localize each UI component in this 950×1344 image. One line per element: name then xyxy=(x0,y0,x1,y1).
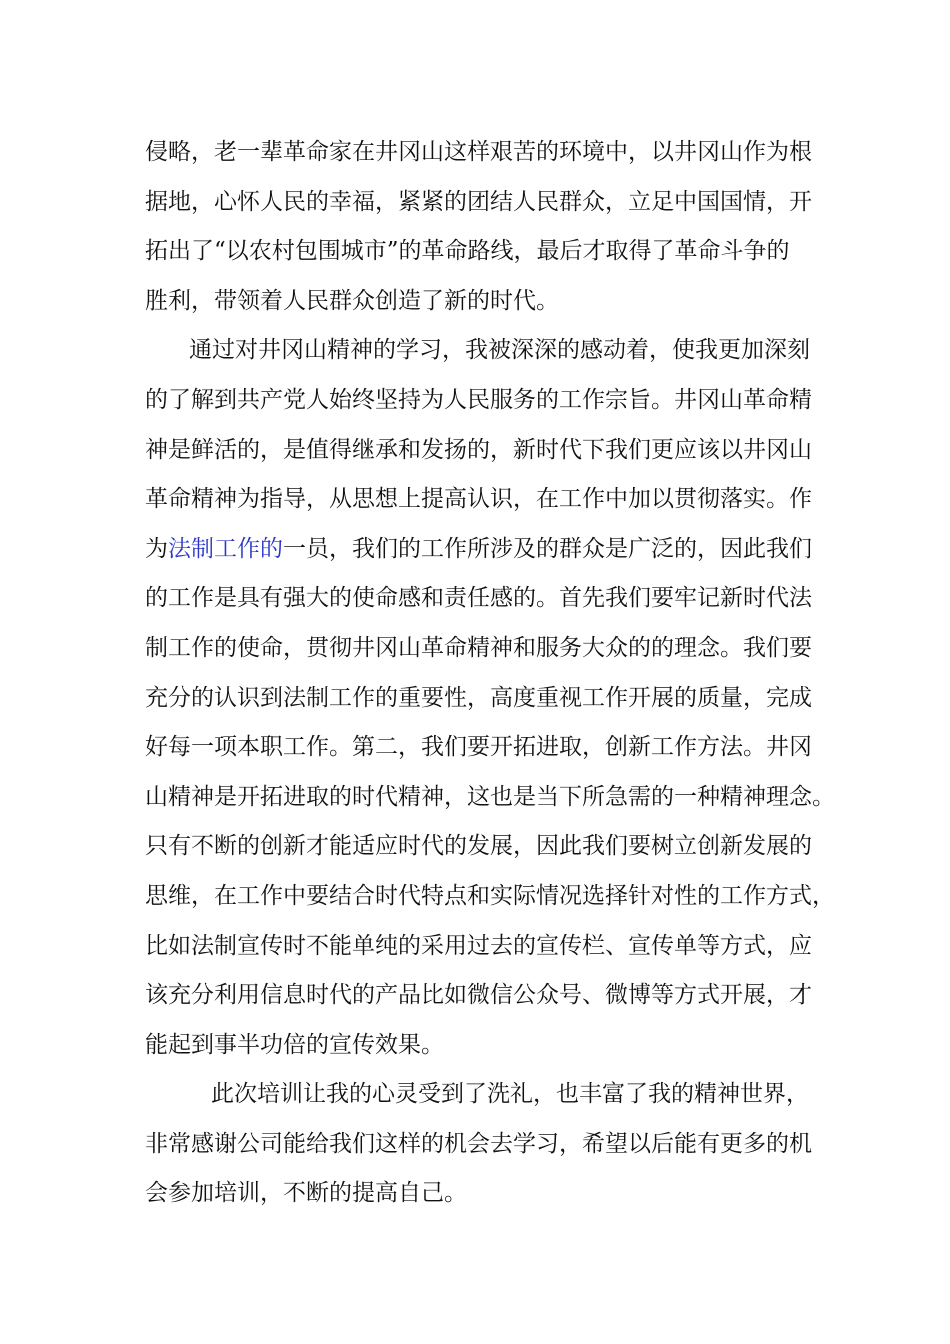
paragraph-3 xyxy=(145,1070,825,1219)
text-line: 此次培训让我的心灵受到了洗礼，也丰富了我的精神世界， xyxy=(211,1081,809,1108)
text-line: 比如法制宣传时不能单纯的采用过去的宣传栏、宣传单等方式，应 xyxy=(145,932,812,959)
text-line: 神是鲜活的，是值得继承和发扬的，新时代下我们更应该以井冈山 xyxy=(145,436,812,463)
text-line: 只有不断的创新才能适应时代的发展，因此我们要树立创新发展的 xyxy=(145,833,812,860)
text-line: 能起到事半功倍的宣传效果。 xyxy=(145,1031,444,1058)
text-line: 该充分利用信息时代的产品比如微信公众号、微博等方式开展，才 xyxy=(145,982,812,1009)
text-line: 非常感谢公司能给我们这样的机会去学习，希望以后能有更多的机 xyxy=(145,1130,812,1157)
document-body xyxy=(145,128,835,1219)
text-line-with-link xyxy=(145,525,825,575)
text-line: 好每一项本职工作。第二，我们要开拓进取，创新工作方法。井冈 xyxy=(145,734,812,761)
legal-work-link[interactable]: 法制工作的 xyxy=(168,535,283,562)
text-line: 胜利，带领着人民群众创造了新的时代。 xyxy=(145,287,559,314)
paragraph-2 xyxy=(145,326,835,1070)
text-line: 山精神是开拓进取的时代精神，这也是当下所急需的一种精神理念。 xyxy=(145,783,835,810)
text-line: 的工作是具有强大的使命感和责任感的。首先我们要牢记新时代法 xyxy=(145,585,812,612)
paragraph-1 xyxy=(145,128,825,326)
text-line: 据地，心怀人民的幸福，紧紧的团结人民群众，立足中国国情，开 xyxy=(145,188,812,215)
text-line: 革命精神为指导，从思想上提高认识，在工作中加以贯彻落实。作 xyxy=(145,486,812,513)
text-line: 会参加培训，不断的提高自己。 xyxy=(145,1180,467,1207)
text-segment: 为 xyxy=(145,535,168,562)
text-segment: 一员，我们的工作所涉及的群众是广泛的，因此我们 xyxy=(283,535,812,562)
text-line: 拓出了“以农村包围城市”的革命路线，最后才取得了革命斗争的 xyxy=(145,238,790,265)
text-line: 通过对井冈山精神的学习，我被深深的感动着，使我更加深刻 xyxy=(189,337,810,364)
text-line: 制工作的使命，贯彻井冈山革命精神和服务大众的的理念。我们要 xyxy=(145,634,812,661)
text-line: 充分的认识到法制工作的重要性，高度重视工作开展的质量，完成 xyxy=(145,684,812,711)
text-line: 侵略，老一辈革命家在井冈山这样艰苦的环境中，以井冈山作为根 xyxy=(145,139,812,165)
text-line: 的了解到共产党人始终坚持为人民服务的工作宗旨。井冈山革命精 xyxy=(145,386,812,413)
text-line: 思维，在工作中要结合时代特点和实际情况选择针对性的工作方式， xyxy=(145,882,835,909)
